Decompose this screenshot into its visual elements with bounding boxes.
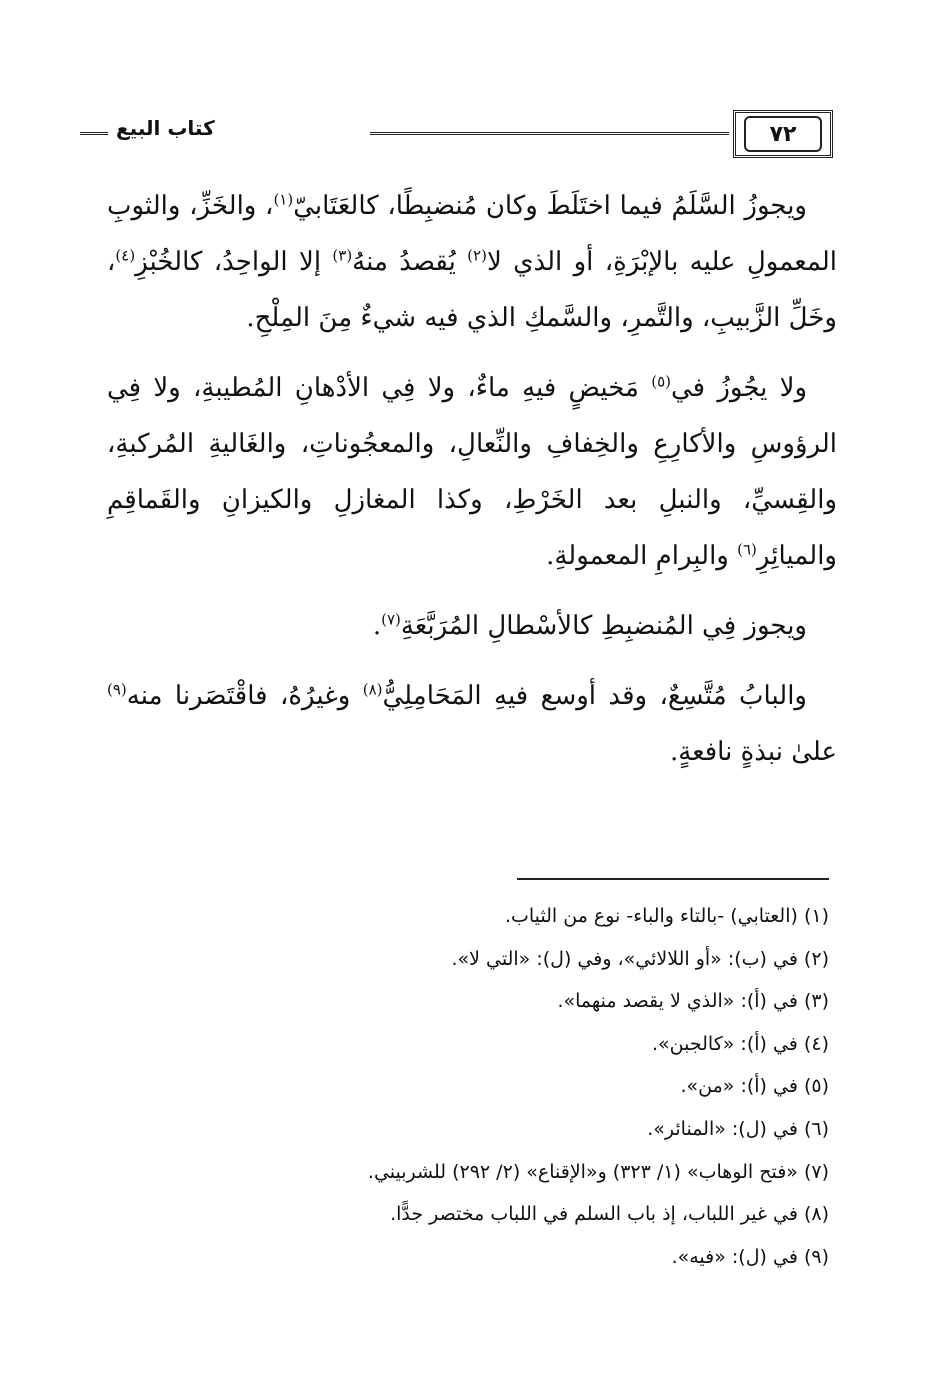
footnote: (٥) في (أ): «من».: [680, 1075, 829, 1098]
footnote-marker: (١): [273, 190, 294, 209]
paragraph-text: والبابُ مُتَّسِعٌ، وقد أوسع فيهِ المَحَامِلِيُّ: [382, 681, 807, 711]
paragraph-text: ، والخَزِّ، والثوبِ المعمولِ عليه بالإبْرَةِ، أو الذي لا: [107, 191, 837, 277]
footnote: (٨) في غير اللباب، إذ باب السلم في اللباب مختصر جدًّا.: [390, 1203, 829, 1226]
paragraph: [107, 178, 837, 346]
paragraph: [107, 360, 837, 584]
footnote-marker: (٧): [381, 610, 401, 629]
paragraph-text: ولا يجُوزُ في: [671, 373, 807, 403]
paragraph-text: ، وخَلِّ الزَّبيبِ، والتَّمرِ، والسَّمكِ الذي فيه شيءٌ مِنَ المِلْحِ.: [107, 247, 837, 333]
footnote-marker: (٩): [107, 680, 127, 699]
paragraph: [107, 598, 837, 654]
page-header: [80, 110, 833, 160]
footnote-separator: [517, 878, 829, 880]
paragraph-text: والبِرامِ المعمولةِ.: [546, 541, 738, 571]
footnote-marker: (٥): [651, 372, 671, 391]
paragraph-text: ويجوز فِي المُنضبِطِ كالأسْطالِ المُرَبَّعَةِ: [400, 611, 807, 641]
paragraph-text: .: [372, 611, 382, 641]
page-number: ٧٢: [744, 116, 822, 152]
page-number-frame: [733, 110, 833, 158]
footnote: (٧) «فتح الوهاب» (١/ ٣٢٣) و«الإقناع» (٢/ ٢٩٢) للشربيني.: [367, 1160, 829, 1183]
footnotes: [109, 895, 829, 1278]
paragraph-text: يُقصدُ منهُ: [352, 247, 468, 277]
paragraph-text: علىٰ نبذةٍ نافعةٍ.: [669, 737, 837, 767]
footnote-marker: (٢): [467, 246, 487, 265]
paragraph-text: إلا الواحِدُ، كالخُبْزِ: [135, 247, 333, 277]
footnote: (٣) في (أ): «الذي لا يقصد منهما».: [557, 990, 829, 1013]
paragraph: [107, 668, 837, 780]
footnote: (٩) في (ل): «فيه».: [671, 1245, 829, 1268]
footnote-marker: (٨): [362, 680, 383, 699]
footnote: (٦) في (ل): «المنائر».: [647, 1117, 829, 1140]
footnote-marker: (٤): [115, 246, 136, 265]
footnote: (١) (العتابي) -بالتاء والباء- نوع من الثياب.: [504, 905, 829, 927]
main-text: [107, 178, 837, 794]
footnote: (٤) في (أ): «كالجبن».: [652, 1032, 829, 1055]
footnote-marker: (٦): [737, 540, 757, 559]
chapter-title: كتاب البيع: [116, 116, 215, 140]
paragraph-text: مَخيضٍ فيهِ ماءٌ، ولا فِي الأدْهانِ المُطيبةِ، ولا فِي الرؤوسِ والأكارِعِ والخِفافِ والنِّعالِ، والمعجُوناتِ، والغَاليةِ المُركبةِ، والقِسيِّ، والنبلِ بعد الخَرْطِ، وكذا المغازلِ والكيزانِ والقَماقِمِ والميائِرِ: [107, 373, 837, 571]
footnote: (٢) في (ب): «أو اللالائي»، وفي (ل): «التي لا».: [451, 947, 829, 970]
paragraph-text: ويجوزُ السَّلَمُ فيما اختَلَطَ وكان مُنضبِطًا، كالعَتَابيّ: [293, 191, 807, 221]
footnote-marker: (٣): [332, 246, 353, 265]
paragraph-text: وغيرُهُ، فاقْتَصَرنا منه: [126, 681, 363, 711]
header-rule-right: [370, 132, 729, 135]
header-rule-left: [80, 132, 108, 135]
